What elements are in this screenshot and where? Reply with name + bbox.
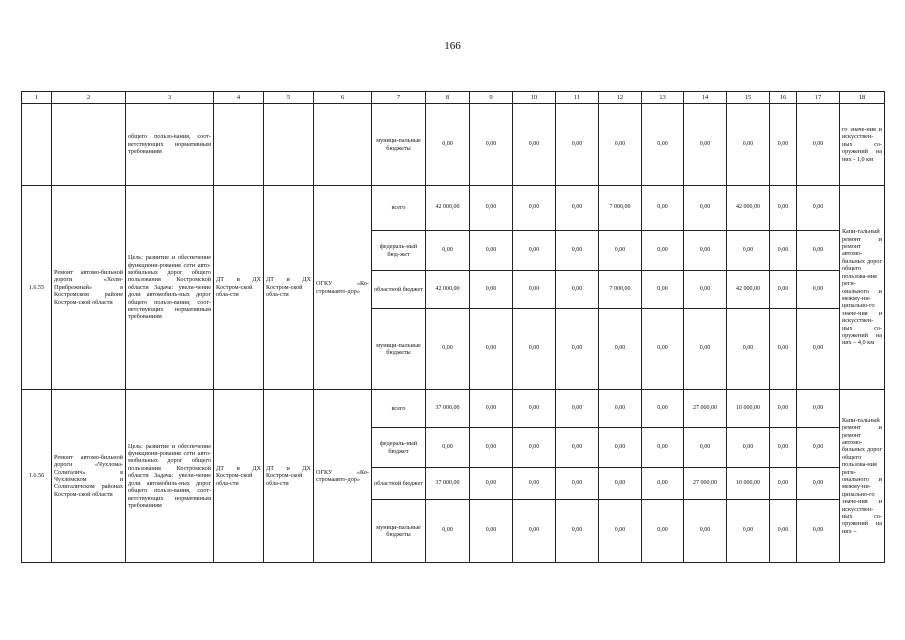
column-number: 8 [426, 92, 470, 104]
value-cell: 0,00 [556, 186, 599, 231]
customer-cell [214, 104, 264, 186]
table-row [22, 390, 885, 428]
column-number: 4 [214, 92, 264, 104]
value-cell: 0,00 [513, 309, 556, 390]
column-number: 17 [797, 92, 840, 104]
value-cell: 0,00 [727, 104, 770, 186]
funding-source-cell: федераль-ный бюджет [372, 428, 426, 468]
value-cell: 0,00 [513, 468, 556, 500]
value-cell: 37 000,00 [426, 468, 470, 500]
column-number: 12 [599, 92, 642, 104]
value-cell: 0,00 [684, 271, 727, 309]
value-cell: 10 000,00 [727, 390, 770, 428]
value-cell: 0,00 [770, 309, 797, 390]
value-cell: 0,00 [599, 104, 642, 186]
value-cell: 0,00 [470, 428, 513, 468]
value-cell: 0,00 [727, 428, 770, 468]
value-cell: 0,00 [684, 309, 727, 390]
value-cell: 7 000,00 [599, 271, 642, 309]
value-cell: 42 000,00 [727, 271, 770, 309]
budget-table [21, 91, 885, 563]
funding-source-cell: федераль-ный бюд-жет [372, 231, 426, 271]
result-cell: Капи-тальный ремонт и ремонт автомо-бильных дорог общего пользова-ния реги-онального и межму-ни-ципально-го значе-ния и искусствен-ных со-оружений на них – [840, 390, 885, 563]
column-number: 14 [684, 92, 727, 104]
executor-cell: ДТ и ДХ Костром-ской обла-сти [264, 186, 314, 390]
value-cell: 0,00 [684, 500, 727, 563]
value-cell: 0,00 [684, 231, 727, 271]
value-cell: 0,00 [770, 500, 797, 563]
value-cell: 0,00 [797, 231, 840, 271]
value-cell: 0,00 [797, 104, 840, 186]
value-cell: 0,00 [797, 186, 840, 231]
value-cell: 0,00 [470, 309, 513, 390]
value-cell: 0,00 [426, 500, 470, 563]
value-cell: 0,00 [513, 104, 556, 186]
result-cell: Капи-тальный ремонт и ремонт автомо-бильных дорог общего пользова-ния реги-онального и межму-ни-ципально-го значе-ния и искусствен-ных со-оружений на них – 4,0 км [840, 186, 885, 390]
funding-source-cell: всего [372, 186, 426, 231]
page-number: 166 [444, 40, 461, 52]
table-row [22, 186, 885, 231]
value-cell: 0,00 [797, 468, 840, 500]
funding-source-cell: муници-пальные бюджеты [372, 500, 426, 563]
customer-cell: ДТ и ДХ Костром-ской обла-сти [214, 390, 264, 563]
goal-cell: Цель: развитие и обеспечение функциони-рования сети авто-мобильных дорог общего пользования Костромской области Задача: увели-чение доли автомобиль-ных дорог общего пользо-вания, соот-ветствующих нормативным требованиям [126, 186, 214, 390]
value-cell: 0,00 [513, 186, 556, 231]
value-cell: 0,00 [727, 500, 770, 563]
value-cell: 0,00 [797, 271, 840, 309]
value-cell: 0,00 [770, 104, 797, 186]
value-cell: 0,00 [470, 500, 513, 563]
id-cell: 1.6.55 [22, 186, 52, 390]
value-cell: 0,00 [770, 186, 797, 231]
value-cell: 0,00 [556, 428, 599, 468]
value-cell: 0,00 [642, 231, 684, 271]
value-cell: 0,00 [642, 500, 684, 563]
column-number: 18 [840, 92, 885, 104]
value-cell: 0,00 [599, 309, 642, 390]
value-cell: 10 000,00 [727, 468, 770, 500]
value-cell: 0,00 [470, 271, 513, 309]
column-number: 7 [372, 92, 426, 104]
value-cell: 27 000,00 [684, 390, 727, 428]
contractor-cell [314, 104, 372, 186]
value-cell: 0,00 [642, 309, 684, 390]
contractor-cell: ОГКУ «Ко-стромаавто-дор» [314, 390, 372, 563]
value-cell: 0,00 [426, 231, 470, 271]
value-cell: 42 000,00 [426, 186, 470, 231]
value-cell: 0,00 [599, 428, 642, 468]
value-cell: 0,00 [642, 390, 684, 428]
column-number: 16 [770, 92, 797, 104]
value-cell: 0,00 [470, 104, 513, 186]
column-number: 15 [727, 92, 770, 104]
id-cell: 1.6.56 [22, 390, 52, 563]
value-cell: 42 000,00 [727, 186, 770, 231]
value-cell: 0,00 [599, 231, 642, 271]
value-cell: 0,00 [556, 309, 599, 390]
goal-cell: Цель: развитие и обеспечение функциони-рования сети авто-мобильных дорог общего пользования Костромской области Задача: увели-чение доли автомобиль-ных дорог общего пользо-вания, соот-ветствующих нормативным требованиям [126, 390, 214, 563]
value-cell: 0,00 [727, 309, 770, 390]
executor-cell: ДТ и ДХ Костром-ской обла-сти [264, 390, 314, 563]
value-cell: 0,00 [556, 500, 599, 563]
value-cell: 7 000,00 [599, 186, 642, 231]
value-cell: 37 000,00 [426, 390, 470, 428]
column-number: 11 [556, 92, 599, 104]
funding-source-cell: всего [372, 390, 426, 428]
value-cell: 0,00 [642, 428, 684, 468]
value-cell: 0,00 [426, 428, 470, 468]
funding-source-cell: областной бюджет [372, 468, 426, 500]
id-cell [22, 104, 52, 186]
customer-cell: ДТ и ДХ Костром-ской обла-сти [214, 186, 264, 390]
value-cell: 0,00 [770, 231, 797, 271]
value-cell: 0,00 [470, 390, 513, 428]
value-cell: 0,00 [470, 468, 513, 500]
executor-cell [264, 104, 314, 186]
value-cell: 0,00 [797, 390, 840, 428]
value-cell: 0,00 [599, 500, 642, 563]
value-cell: 0,00 [770, 271, 797, 309]
value-cell: 0,00 [642, 104, 684, 186]
value-cell: 0,00 [797, 309, 840, 390]
value-cell: 0,00 [556, 231, 599, 271]
value-cell: 0,00 [642, 271, 684, 309]
value-cell: 0,00 [684, 428, 727, 468]
value-cell: 0,00 [684, 104, 727, 186]
value-cell: 0,00 [513, 500, 556, 563]
value-cell: 0,00 [556, 104, 599, 186]
value-cell: 0,00 [556, 271, 599, 309]
value-cell: 0,00 [513, 271, 556, 309]
value-cell: 0,00 [770, 468, 797, 500]
value-cell: 0,00 [470, 186, 513, 231]
value-cell: 0,00 [513, 428, 556, 468]
column-number: 5 [264, 92, 314, 104]
column-number: 6 [314, 92, 372, 104]
value-cell: 0,00 [797, 500, 840, 563]
value-cell: 0,00 [727, 231, 770, 271]
name-cell: Ремонт автомо-бильной дороги «Чухлома-Солигалич» в Чухломском и Солигаличском районах Костром-ской области [52, 390, 126, 563]
name-cell [52, 104, 126, 186]
column-number: 13 [642, 92, 684, 104]
contractor-cell: ОГКУ «Ко-стромаавто-дор» [314, 186, 372, 390]
funding-source-cell: муници-пальные бюджеты [372, 309, 426, 390]
result-cell: го значе-ния и искусствен-ных со-оружений на них - 1,0 км [840, 104, 885, 186]
column-number: 2 [52, 92, 126, 104]
value-cell: 0,00 [556, 390, 599, 428]
value-cell: 0,00 [513, 390, 556, 428]
column-number: 9 [470, 92, 513, 104]
funding-source-cell: областной бюджет [372, 271, 426, 309]
value-cell: 0,00 [770, 390, 797, 428]
value-cell: 42 000,00 [426, 271, 470, 309]
column-number-row [22, 92, 885, 104]
value-cell: 0,00 [513, 231, 556, 271]
column-number: 1 [22, 92, 52, 104]
value-cell: 0,00 [426, 309, 470, 390]
value-cell: 0,00 [797, 428, 840, 468]
column-number: 10 [513, 92, 556, 104]
value-cell: 0,00 [642, 468, 684, 500]
value-cell: 0,00 [556, 468, 599, 500]
value-cell: 0,00 [470, 231, 513, 271]
value-cell: 0,00 [642, 186, 684, 231]
value-cell: 0,00 [770, 428, 797, 468]
table-row [22, 104, 885, 186]
value-cell: 0,00 [599, 390, 642, 428]
column-number: 3 [126, 92, 214, 104]
funding-source-cell: муници-пальные бюджеты [372, 104, 426, 186]
value-cell: 0,00 [599, 468, 642, 500]
value-cell: 0,00 [684, 186, 727, 231]
value-cell: 27 000,00 [684, 468, 727, 500]
value-cell: 0,00 [426, 104, 470, 186]
name-cell: Ремонт автомо-бильной дороги «Холм-Прибрежный» в Костромском районе Костром-ской области [52, 186, 126, 390]
goal-cell: общего пользо-вания, соот-ветствующих нормативным требованиям [126, 104, 214, 186]
